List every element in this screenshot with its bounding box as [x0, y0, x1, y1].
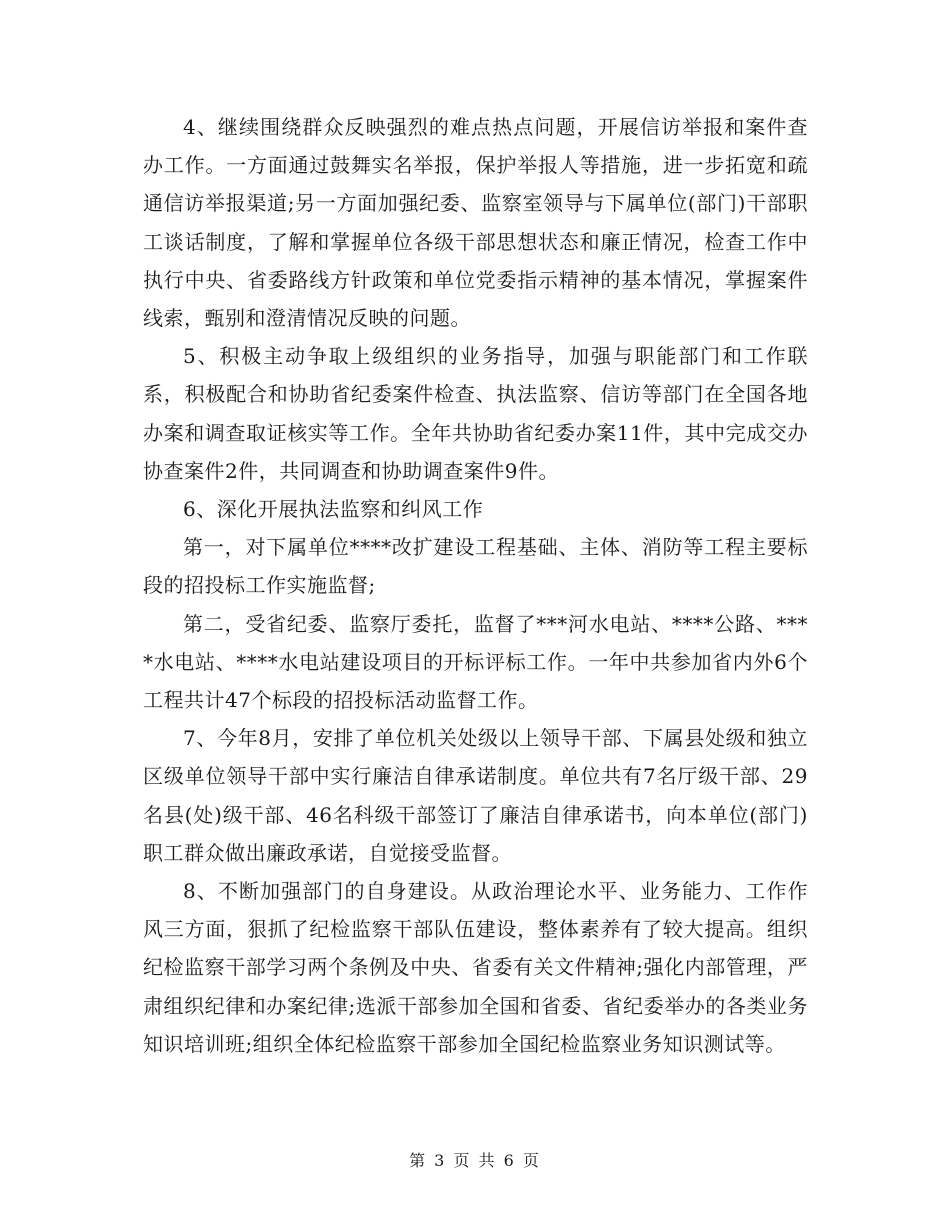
paragraph-item-5: 5、积极主动争取上级组织的业务指导，加强与职能部门和工作联系，积极配合和协助省纪委案件检查、执法监察、信访等部门在全国各地办案和调查取证核实等工作。全年共协助省纪委办案11件，其中完成交办协查案件2件，共同调查和协助调查案件9件。: [143, 344, 808, 483]
paragraph-item-6-heading: 6、深化开展执法监察和纠风工作: [183, 497, 484, 522]
page-number-footer: 第 3 页 共 6 页: [409, 1151, 541, 1170]
paragraph-item-7: 7、今年8月，安排了单位机关处级以上领导干部、下属县处级和独立区级单位领导干部中实行廉洁自律承诺制度。单位共有7名厅级干部、29名县(处)级干部、46名科级干部签订了廉洁自律承诺书，向本单位(部门)职工群众做出廉政承诺，自觉接受监督。: [143, 726, 808, 865]
document-body: [143, 108, 808, 1063]
paragraph-item-8: 8、不断加强部门的自身建设。从政治理论水平、业务能力、工作作风三方面，狠抓了纪检监察干部队伍建设，整体素养有了较大提高。组织纪检监察干部学习两个条例及中央、省委有关文件精神;强化内部管理，严肃组织纪律和办案纪律;选派干部参加全国和省委、省纪委举办的各类业务知识培训班;组织全体纪检监察干部参加全国纪检监察业务知识测试等。: [143, 879, 808, 1056]
paragraph-item-6-second: 第二，受省纪委、监察厅委托，监督了***河水电站、****公路、****水电站、****水电站建设项目的开标评标工作。一年中共参加省内外6个工程共计47个标段的招投标活动监督工作。: [143, 611, 808, 713]
paragraph-item-4: 4、继续围绕群众反映强烈的难点热点问题，开展信访举报和案件查办工作。一方面通过鼓舞实名举报，保护举报人等措施，进一步拓宽和疏通信访举报渠道;另一方面加强纪委、监察室领导与下属单位(部门)干部职工谈话制度，了解和掌握单位各级干部思想状态和廉正情况，检查工作中执行中央、省委路线方针政策和单位党委指示精神的基本情况，掌握案件线索，甄别和澄清情况反映的问题。: [143, 115, 808, 331]
paragraph-item-6-first: 第一，对下属单位****改扩建设工程基础、主体、消防等工程主要标段的招投标工作实施监督;: [143, 535, 808, 598]
